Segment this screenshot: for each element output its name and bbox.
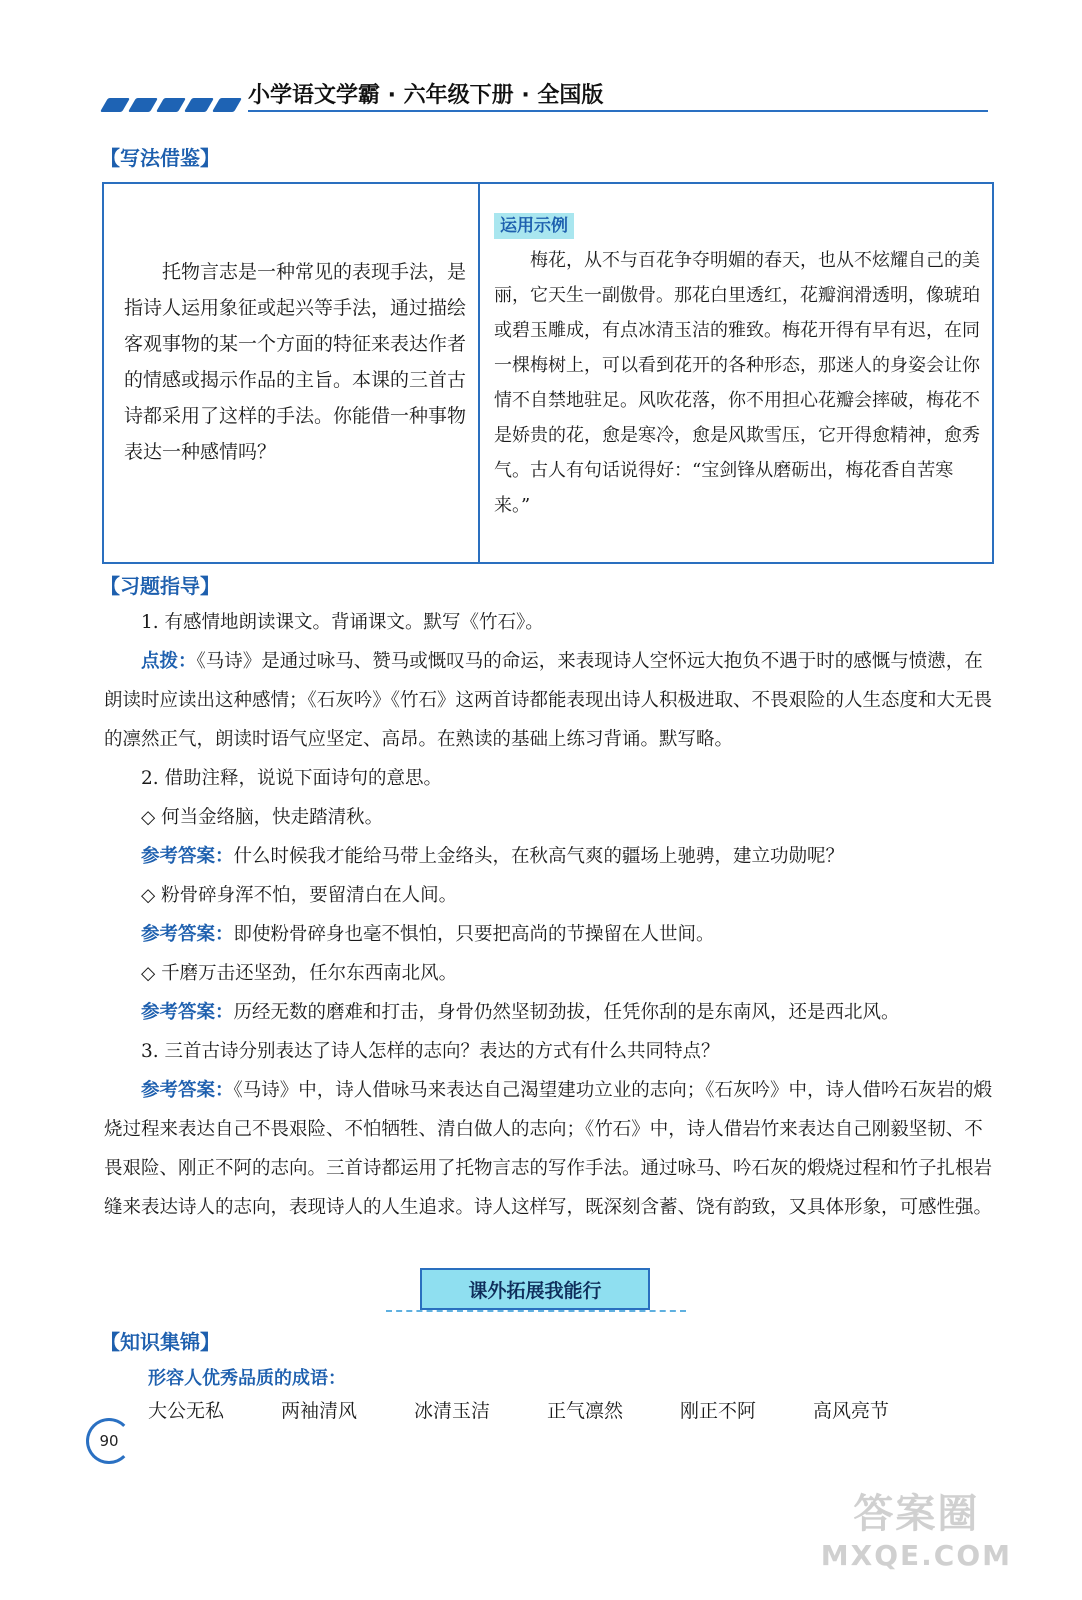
- poem-line-3: ◇ 千磨万击还坚劲，任尔东西南北风。: [141, 963, 458, 984]
- section-exercise: 【习题指导】: [100, 574, 220, 598]
- header-rule: [248, 110, 988, 112]
- page-header: [98, 78, 988, 118]
- answer-label: 参考答案：: [141, 1002, 234, 1023]
- writing-left-text: 托物言志是一种常见的表现手法，是指诗人运用象征或起兴等手法，通过描绘客观事物的某一个方面的特征来表达作者的情感或揭示作品的主旨。本课的三首古诗都采用了这样的手法。你能借一种事物表达一种感情吗？: [124, 261, 467, 463]
- answer-2: 参考答案：即使粉骨碎身也毫不惧怕，只要把高尚的节操留在人世间。: [141, 924, 715, 945]
- question-1-tip: 点拨：《马诗》是通过咏马、赞马或慨叹马的命运，来表现诗人空怀远大抱负不遇于时的感慨与愤懑，在朗读时应读出这种感情；《石灰吟》《竹石》这两首诗都能表现出诗人积极进取、不畏艰险的人生态度和大无畏的凛然正气，朗读时语气应坚定、高昂。在熟读的基础上练习背诵。默写略。: [104, 651, 993, 750]
- answer-label: 参考答案：: [141, 1080, 234, 1101]
- answer-1: 参考答案：什么时候我才能给马带上金络头，在秋高气爽的疆场上驰骋，建立功勋呢？: [141, 846, 845, 867]
- tip-label: 点拨：: [141, 651, 197, 672]
- example-tag: 运用示例: [494, 213, 574, 239]
- idiom-item: 两袖清风: [281, 1400, 358, 1422]
- poem-line-2: ◇ 粉骨碎身浑不怕，要留清白在人间。: [141, 885, 458, 906]
- answer-3: 参考答案：历经无数的磨难和打击，身骨仍然坚韧劲拔，任凭你刮的是东南风，还是西北风。: [141, 1002, 900, 1023]
- answer-q3: 参考答案：《马诗》中，诗人借咏马来表达自己渴望建功立业的志向；《石灰吟》中，诗人借吟石灰岩的煅烧过程来表达自己不畏艰险、不怕牺牲、清白做人的志向；《竹石》中，诗人借岩竹来表达自己刚毅坚韧、不畏艰险、刚正不阿的志向。三首诗都运用了托物言志的写作手法。通过咏马、吟石灰的煅烧过程和竹子扎根岩缝来表达诗人的志向，表现诗人的人生追求。诗人这样写，既深刻含蓄、饶有韵致，又具体形象，可感性强。: [104, 1080, 993, 1218]
- example-text: 梅花，从不与百花争夺明媚的春天，也从不炫耀自己的美丽，它天生一副傲骨。那花白里透红，花瓣润滑透明，像琥珀或碧玉雕成，有点冰清玉洁的雅致。梅花开得有早有迟，在同一棵梅树上，可以看到花开的各种形态，那迷人的身姿会让你情不自禁地驻足。风吹花落，你不用担心花瓣会摔破，梅花不是娇贵的花，愈是寒冷，愈是风欺雪压，它开得愈精神，愈秀气。古人有句话说得好：“宝剑锋从磨砺出，梅花香自苦寒来。”: [494, 250, 980, 516]
- answer-label: 参考答案：: [141, 924, 234, 945]
- banner-wave-decoration: [386, 1302, 686, 1312]
- header-decoration: [104, 98, 238, 112]
- extension-banner: 课外拓展我能行: [420, 1268, 650, 1310]
- idiom-item: 大公无私: [148, 1400, 225, 1422]
- watermark: 答案圈 MXQE.COM: [820, 1491, 1012, 1572]
- section-knowledge: 【知识集锦】: [100, 1330, 220, 1354]
- header-title: 小学语文学霸 · 六年级下册 · 全国版: [248, 83, 604, 108]
- exercise-body: [104, 603, 996, 1227]
- idiom-item: 正气凛然: [547, 1400, 624, 1422]
- question-2: 2. 借助注释，说说下面诗句的意思。: [141, 768, 443, 789]
- poem-line-1: ◇ 何当金络脑，快走踏清秋。: [141, 807, 384, 828]
- section-writing: 【写法借鉴】: [100, 146, 220, 170]
- box-divider: [478, 184, 480, 562]
- knowledge-subtitle: 形容人优秀品质的成语：: [148, 1368, 346, 1389]
- idiom-list: [148, 1396, 946, 1423]
- idiom-item: 冰清玉洁: [414, 1400, 491, 1422]
- question-1: 1. 有感情地朗读课文。背诵课文。默写《竹石》。: [141, 612, 544, 633]
- writing-example: [494, 208, 980, 523]
- idiom-item: 刚正不阿: [680, 1400, 757, 1422]
- page-number: 90: [86, 1418, 132, 1464]
- question-3: 3. 三首古诗分别表达了诗人怎样的志向？表达的方式有什么共同特点？: [141, 1041, 720, 1062]
- writing-box: [102, 182, 994, 564]
- answer-label: 参考答案：: [141, 846, 234, 867]
- idiom-item: 高风亮节: [813, 1400, 890, 1422]
